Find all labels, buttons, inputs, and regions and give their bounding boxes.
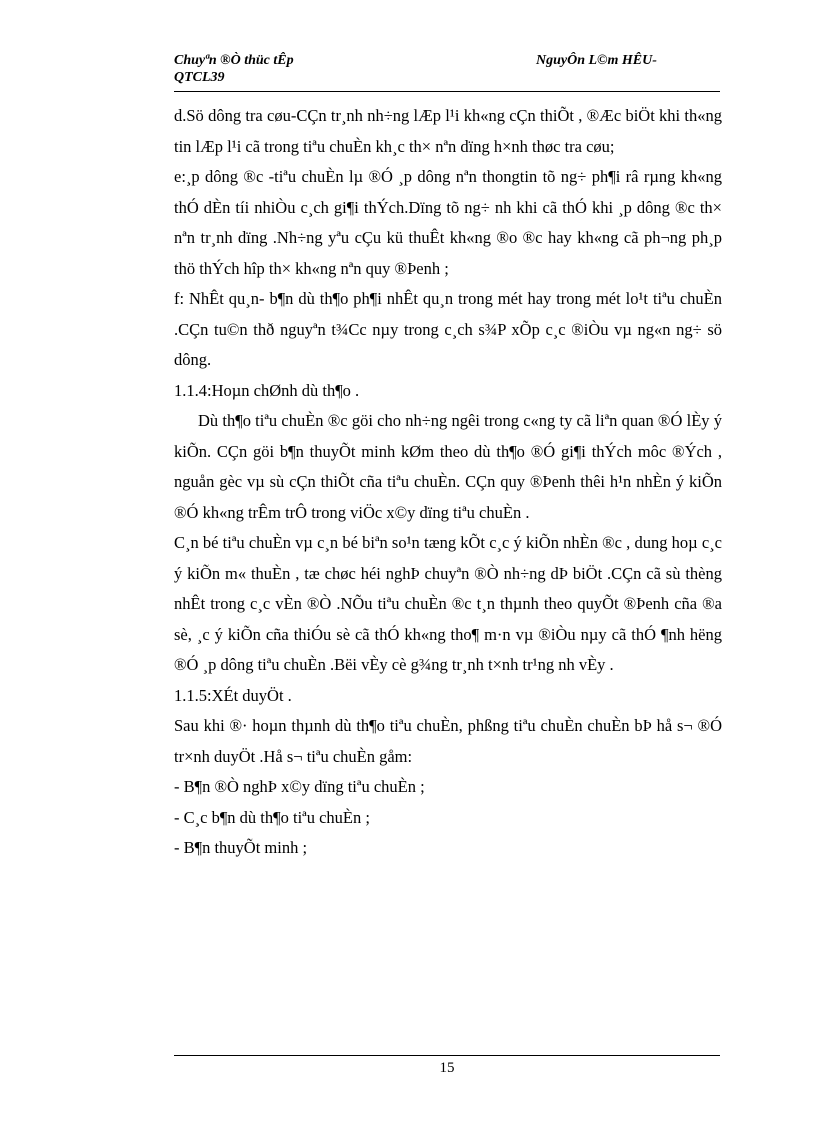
section-heading-1-1-5: 1.1.5:XÉt duyÖt . [174, 685, 292, 705]
page-number: 15 [439, 1060, 455, 1076]
section-heading-1-1-4: 1.1.4:Hoµn chØnh dù th¶o . [174, 380, 360, 400]
list-item: - B¶n thuyÕt minh ; [174, 838, 308, 857]
header-class-code: QTCL39 [174, 70, 225, 85]
paragraph-e: e:¸p dông ®c -tiªu chuÈn lµ ®Ó ¸p dông nªn thongtin tõ ng÷ ph¶i râ rµng kh«ng thÓ dÈn tíi nhiÒu c¸ch gi¶i thÝch.Dïng tõ ng÷ nh khi cã thÓ khi ¸p dông ®c th× nªn tr¸nh dïng .Nh÷ng yªu cÇu kü thuÊt kh«ng ®o ®c hay kh«ng cã ph¬ng ph¸p thö thÝch hîp th× kh«ng nªn quy ®Þenh ; [174, 167, 722, 278]
header-author: NguyÔn L©m HÊU- [536, 53, 657, 68]
list-item: - B¶n ®Ò nghÞ x©y dïng tiªu chuÈn ; [174, 777, 425, 796]
paragraph-draft-review: Dù th¶o tiªu chuÈn ®c göi cho nh÷ng ngêi trong c«ng ty cã liªn quan ®Ó lÈy ý kiÕn. CÇn göi b¶n thuyÕt minh kØm theo dù th¶o ®Ó gi¶i thÝch môc ®Ých , nguån gèc vµ sù cÇn thiÕt cña tiªu chuÈn. CÇn quy ®Þenh thêi h¹n nhÈn ý kiÕn ®Ó kh«ng trÊm trÔ trong viÖc x©y dïng tiªu chuÈn . [174, 411, 722, 522]
header-document-title: Chuyªn ®Ò thüc tÊp [174, 53, 294, 68]
paragraph-d: d.Sö dông tra cøu-CÇn tr¸nh nh÷ng lÆp l¹i kh«ng cÇn thiÕt , ®Æc biÖt khi th«ng tin lÆp l¹i cã trong tiªu chuÈn kh¸c th× nªn dïng h×nh thøc tra cøu; [174, 106, 722, 156]
list-item: - C¸c b¶n dù th¶o tiªu chuÈn ; [174, 807, 370, 827]
header-left [174, 52, 374, 86]
header-rule [174, 91, 720, 92]
paragraph-approval: Sau khi ®· hoµn thµnh dù th¶o tiªu chuÈn, phßng tiªu chuÈn chuÈn bÞ hå s¬ ®Ó tr×nh duyÖt .Hå s¬ tiªu chuÈn gåm: [174, 716, 722, 766]
page-header [174, 52, 720, 92]
document-body [174, 101, 722, 864]
footer-rule [174, 1055, 720, 1056]
paragraph-consensus: C¸n bé tiªu chuÈn vµ c¸n bé biªn so¹n tæng kÕt c¸c ý kiÕn nhÈn ®c , dung hoµ c¸c ý kiÕn m« thuÈn , tæ chøc héi nghÞ chuyªn ®Ò nh÷ng dÞ biÖt .CÇn cã sù thèng nhÊt trong c¸c vÈn ®Ò .NÕu tiªu chuÈn ®c t¸n thµnh theo quyÕt ®Þenh cña ®a sè, ¸c ý kiÕn cña thiÓu sè cã thÓ kh«ng tho¶ m·n vµ ®iÒu nµy cã thÓ ¶nh hëng ®Ó ¸p dông tiªu chuÈn .Bëi vÈy cè g¾ng tr¸nh t×nh tr¹ng nh vÈy . [174, 533, 722, 674]
paragraph-f: f: NhÊt qu¸n- b¶n dù th¶o ph¶i nhÊt qu¸n trong mét hay trong mét lo¹t tiªu chuÈn .CÇn tu©n thð nguyªn t¾Cc nµy trong c¸ch s¾P xÕp c¸c ®iÒu vµ ng«n ng÷ sö dông. [174, 289, 722, 369]
